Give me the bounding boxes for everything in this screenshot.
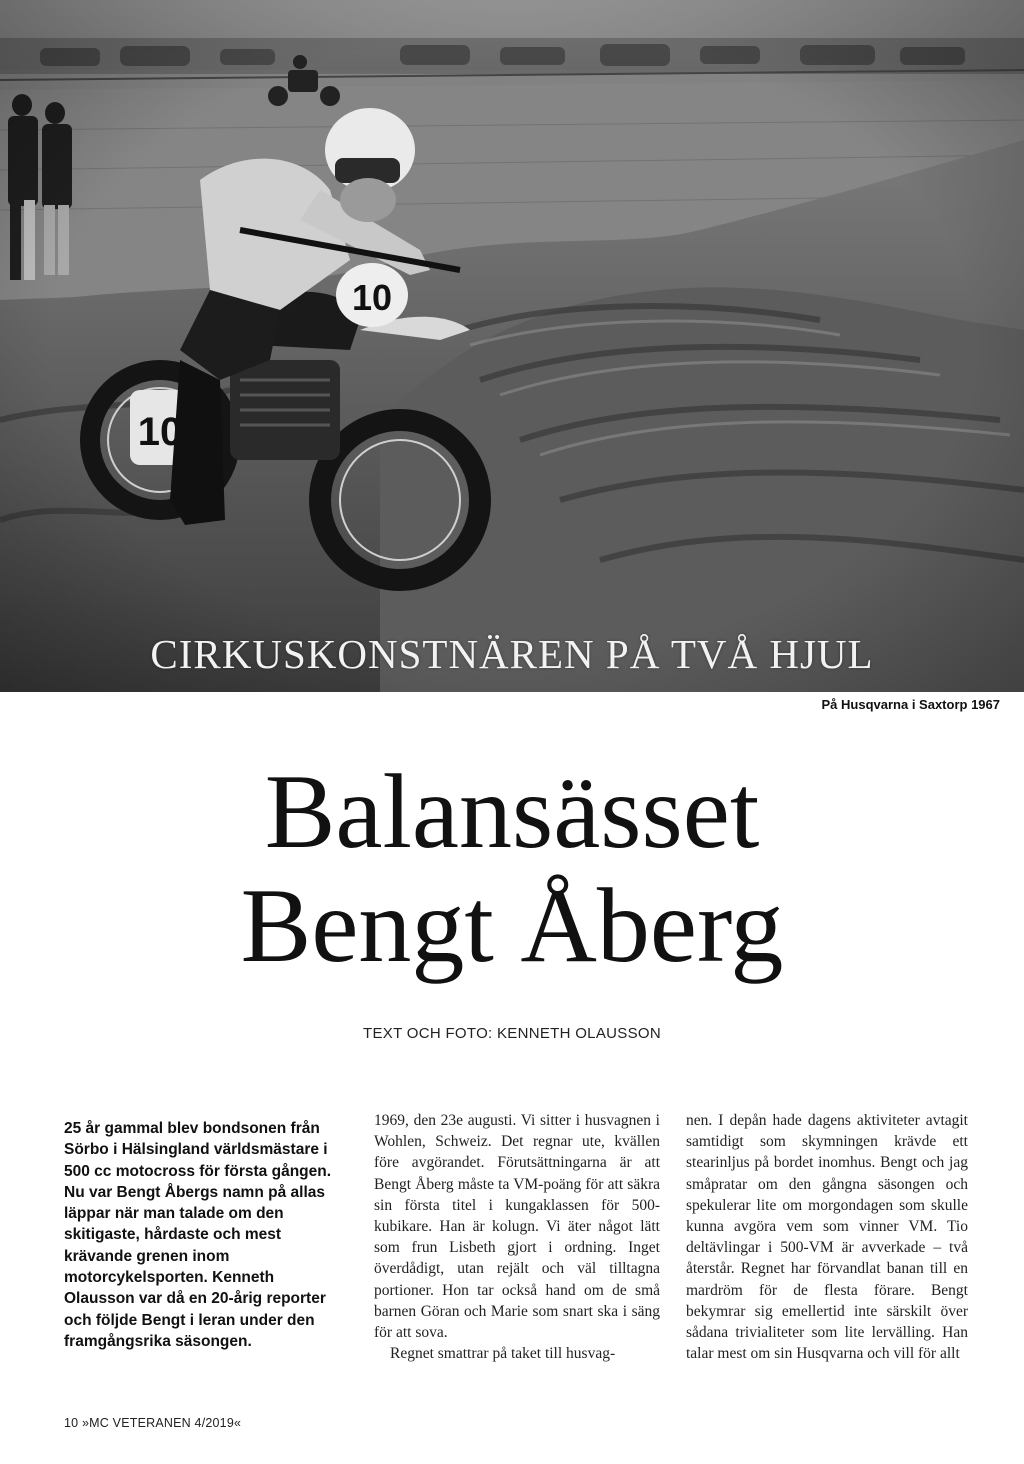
- header-photo: [0, 0, 1024, 692]
- byline: TEXT OCH FOTO: KENNETH OLAUSSON: [363, 1025, 661, 1042]
- publication-name: »MC VETERANEN 4/2019«: [82, 1416, 242, 1430]
- body-column-3: [686, 1110, 968, 1364]
- page-footer: [64, 1416, 241, 1430]
- intro-column: [64, 1118, 346, 1352]
- headline-line-1: Balansässet: [264, 753, 760, 870]
- intro-text: 25 år gammal blev bondsonen från Sörbo i Hälsingland världsmästare i 500 cc motocross för första gången. Nu var Bengt Åbergs namn på allas läppar när man talade om den skitigaste, hårdaste och mest krävande grenen inom motorcykelsporten. Kenneth Olausson var då en 20-årig reporter och följde Bengt i leran under den framgångsrika säsongen.: [64, 1120, 332, 1350]
- column-2-paragraph-1: 1969, den 23e augusti. Vi sitter i husvagnen i Wohlen, Schweiz. Det regnar ute, kvällen före avgörandet. Förutsättningarna är att Bengt Åberg måste ta VM-poäng för att säkra sin första titel i kungaklassen för 500-kubikare. Han är kolugn. Vi äter något lätt som frun Lisbeth gjort i ordning. Inget överdådigt, utan rejält och väl tilltagna portioner. Hon tar också hand om de små barnen Göran och Marie som snart ska i säng för att sova.: [374, 1112, 660, 1342]
- article-headline: [0, 755, 1024, 983]
- page-number: 10: [64, 1416, 79, 1430]
- photo-title: CIRKUSKONSTNÄREN PÅ TVÅ HJUL: [150, 631, 874, 677]
- headline-line-2: Bengt Åberg: [240, 867, 784, 984]
- photo-caption: På Husqvarna i Saxtorp 1967: [821, 697, 1000, 712]
- column-3-paragraph-1: nen. I depån hade dagens aktiviteter avtagit samtidigt som skymningen krävde ett stearinljus på bordet inomhus. Bengt och jag småpratar om den gångna säsongen och spekulerar lite om morgondagen som skulle kunna avgöra vem som vinner VM. Tio deltävlingar i 500-VM är avverkade – två återstår. Regnet har förvandlat banan till en mardröm för de flesta förare. Bengt bekymrar sig emellertid inte särskilt över sådana trivialiteter som lite lervälling. Han talar mest om sin Husqvarna och vill för allt: [686, 1112, 968, 1363]
- motocross-rider-image: [0, 0, 1024, 692]
- column-2-paragraph-2: Regnet smattrar på taket till husvag-: [390, 1345, 616, 1363]
- body-column-2: [374, 1110, 660, 1364]
